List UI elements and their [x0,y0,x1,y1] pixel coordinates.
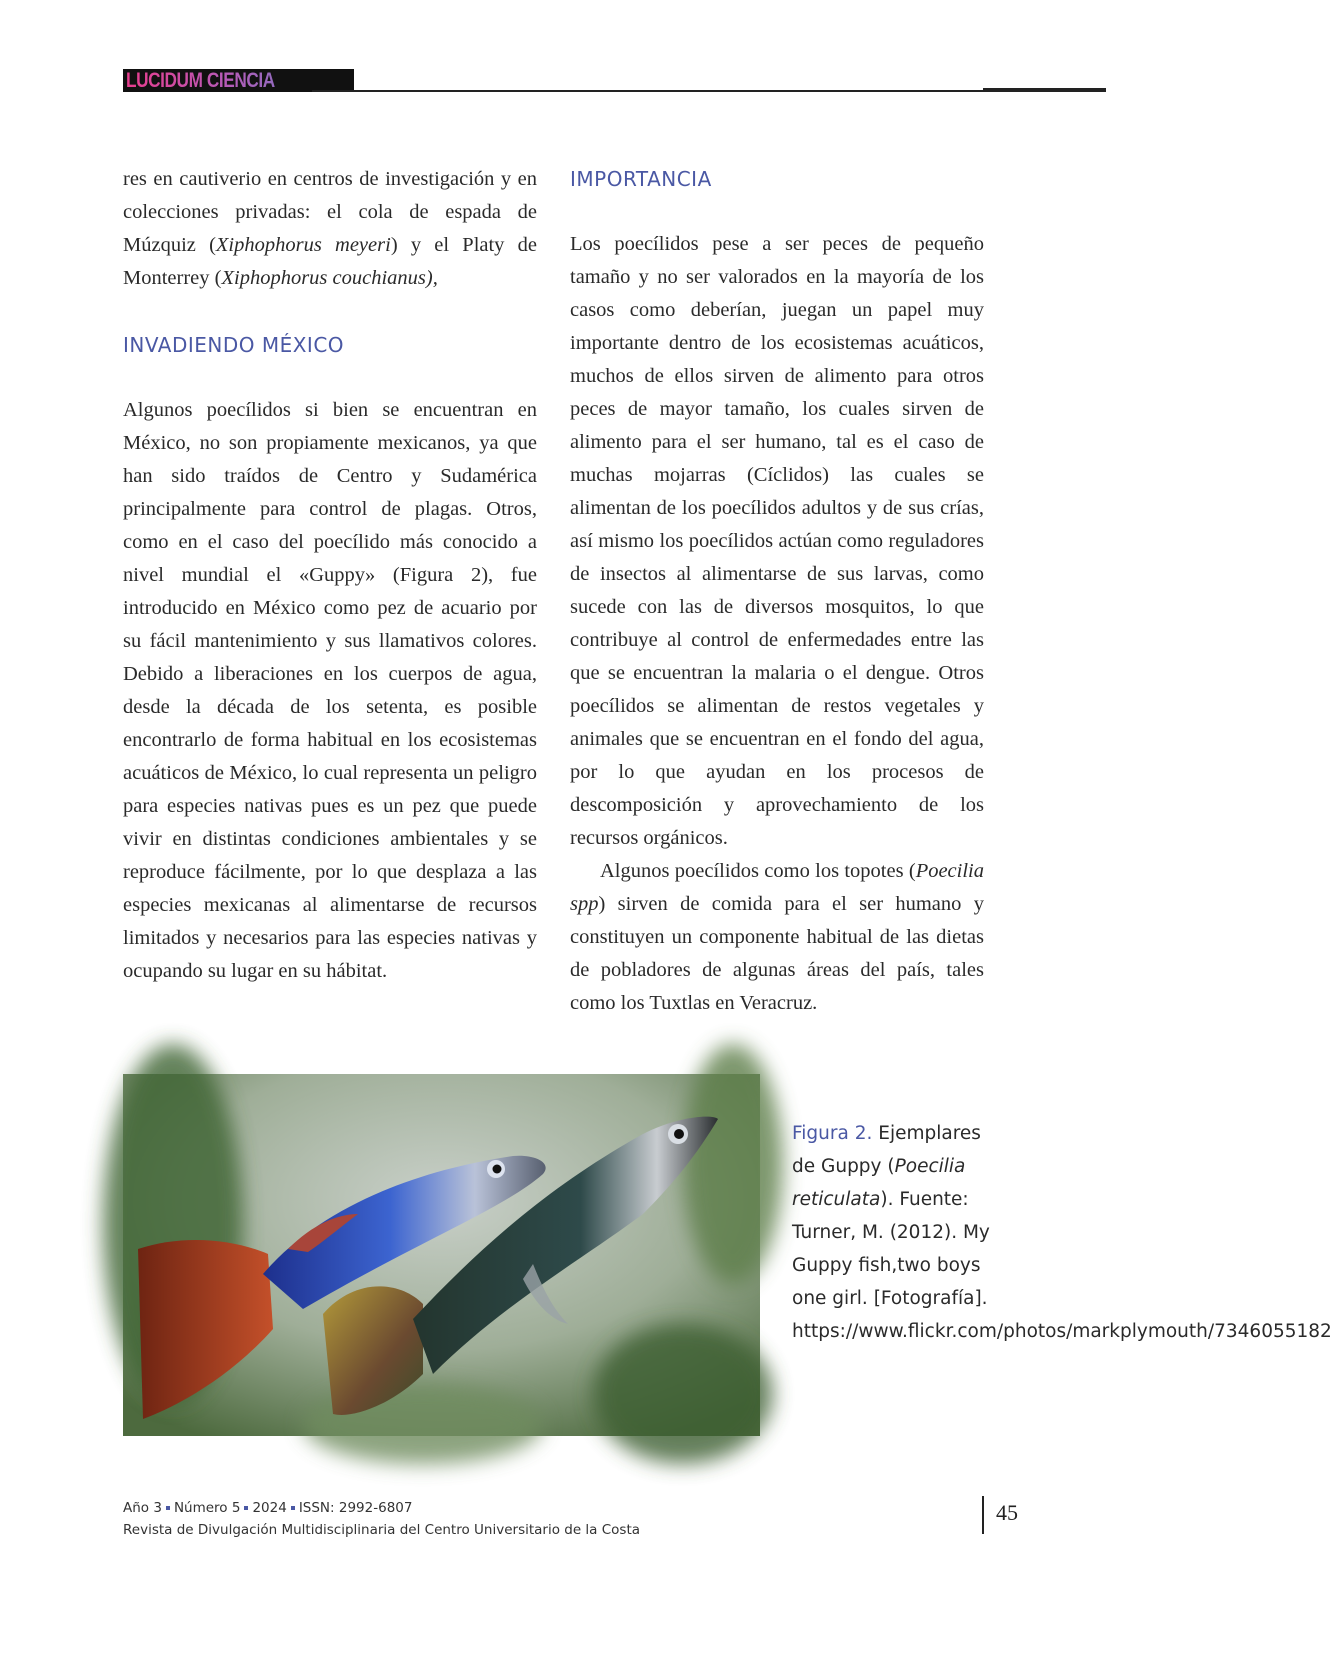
header-rule-accent [983,88,1106,92]
journal-name: LUCIDUM CIENCIA [126,69,311,93]
issue-number: Número 5 [173,1500,241,1516]
text-run: Algunos poecílidos como los topotes ( [600,860,916,882]
figure-photo-guppies [123,1074,760,1436]
figure-label: Figura 2. [792,1123,873,1144]
paragraph-invadiendo: Algunos poecílidos si bien se encuentran en México, no son propiamente mexicanos, ya que han sido traídos de Centro y Sudamérica principalmente para control de plagas. Otros, como en el caso del poecílido más conocido a nivel mundial el «Guppy» (Figura 2), fue introducido en México como pez de acuario por su fácil mantenimiento y sus llamativos colores. Debido a liberaciones en los cuerpos de agua, desde la década de los setenta, es posible encontrarlo de forma habitual en los ecosistemas acuáticos de México, lo cual representa un peligro para especies nativas pues es un pez que puede vivir en distintas condiciones ambientales y se reproduce fácilmente, por lo que desplaza a las especies mexicanas al alimentarse de recursos limitados y necesarios para las especies nativas y ocupando su lugar en su hábitat. [123,399,537,982]
separator-square-icon [291,1506,295,1510]
paragraph-importancia-2 [570,855,984,1020]
issue-info [123,1497,640,1519]
continued-paragraph [123,163,537,295]
issue-date: 2024 [252,1500,287,1516]
right-column [570,163,984,1020]
separator-square-icon [244,1506,248,1510]
text-run: ) sirven de comida para el ser humano y constituyen un componente habitual de las dietas de pobladores de algunas áreas del país, tales como los Tuxtlas en Veracruz. [570,893,984,1014]
journal-brand-banner [123,69,354,92]
header-rule [312,90,985,92]
paragraph-importancia-1: Los poecílidos pese a ser peces de pequeño tamaño y no ser valorados en la mayoría de los casos como deberían, juegan un papel muy importante dentro de los ecosistemas acuáticos, muchos de ellos sirven de alimento para otros peces de mayor tamaño, los cuales sirven de alimento para el ser humano, tal es el caso de muchas mojarras (Cíclidos) las cuales se alimentan de los poecílidos adultos y de sus crías, así mismo los poecílidos actúan como reguladores de insectos al alimentarse de sus larvas, como sucede con las de diversos mosquitos, lo que contribuye al control de enfermedades entre las que se encuentran la malaria o el dengue. Otros poecílidos se alimentan de restos vegetales y animales que se encuentran en el fondo del agua, por lo que ayudan en los procesos de descomposición y aprovechamiento de los recursos orgánicos. [570,233,984,849]
publication-name: Revista de Divulgación Multidisciplinaria del Centro Universitario de la Costa [123,1522,641,1538]
caption-text: Ejemplares de Guppy ( [792,1123,981,1177]
guppy-photo-illustration [123,1074,760,1436]
section-heading-importancia: IMPORTANCIA [570,167,712,191]
species-name: Poecilia reticulata [792,1156,966,1210]
section-heading-invadiendo: INVADIENDO MÉXICO [123,333,345,357]
species-name: Xiphophorus couchianus), [221,267,438,289]
issn: ISSN: 2992-6807 [298,1500,413,1516]
page-number: 45 [996,1500,1018,1525]
issue-year: Año 3 [123,1500,162,1516]
species-name: Xiphophorus meyeri [215,234,391,256]
species-name: Poecilia spp [570,860,984,915]
page-footer [123,1497,640,1541]
left-column [123,163,537,988]
figure-caption [792,1117,1332,1348]
text-run: ) y el Platy de Monterrey ( [123,234,537,289]
page-number-divider [982,1496,984,1534]
separator-square-icon [166,1506,170,1510]
caption-source: ). Fuente: Turner, M. (2012). My Guppy fish,two boys one girl. [Fotografía]. https://www.flickr.com/photos/markplymouth/7346055182 [792,1189,1332,1342]
text-run: res en cautiverio en centros de investigación y en colecciones privadas: el cola de espada de Múzquiz ( [123,168,537,256]
